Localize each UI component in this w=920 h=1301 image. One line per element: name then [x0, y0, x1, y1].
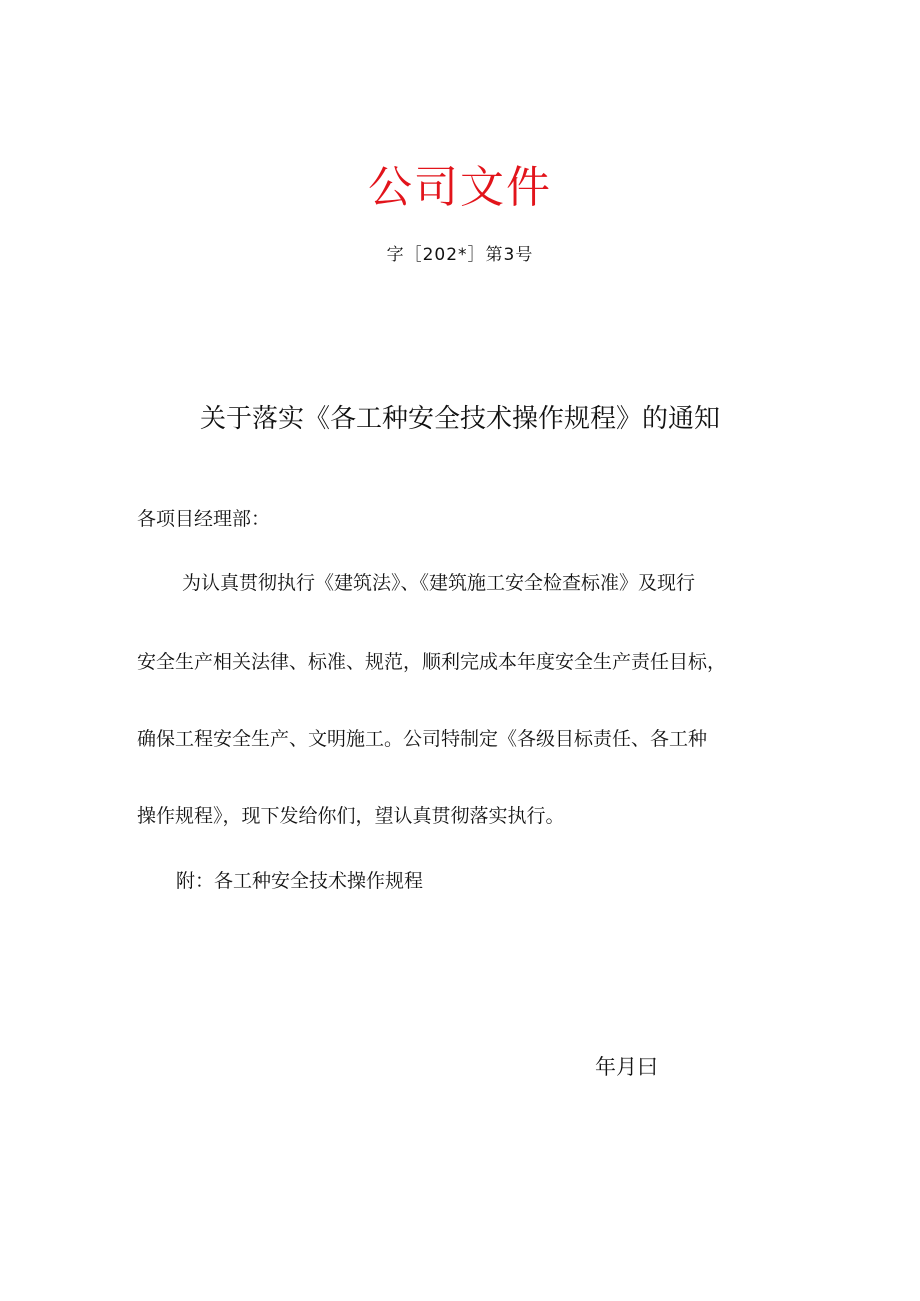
notice-title: 关于落实《各工种安全技术操作规程》的通知: [199, 404, 720, 434]
body-paragraph-line-1: 为认真贯彻执行《建筑法》、《建筑施工安全检查标准》及现行: [182, 572, 696, 594]
document-header-title: 公司文件: [368, 162, 552, 213]
attachment-line: 附：各工种安全技术操作规程: [176, 870, 424, 892]
body-paragraph-line-2: 安全生产相关法律、标准、规范，顺利完成本年度安全生产责任目标，: [137, 651, 727, 673]
date-line: 年月曰: [595, 1055, 658, 1079]
body-paragraph-line-4: 操作规程》，现下发给你们，望认真贯彻落实执行。: [137, 805, 565, 827]
body-paragraph-line-3: 确保工程安全生产、文明施工。公司特制定《各级目标责任、各工种: [137, 728, 708, 750]
salutation: 各项目经理部：: [137, 508, 271, 530]
document-number: 字［202*］第3号: [386, 245, 534, 265]
